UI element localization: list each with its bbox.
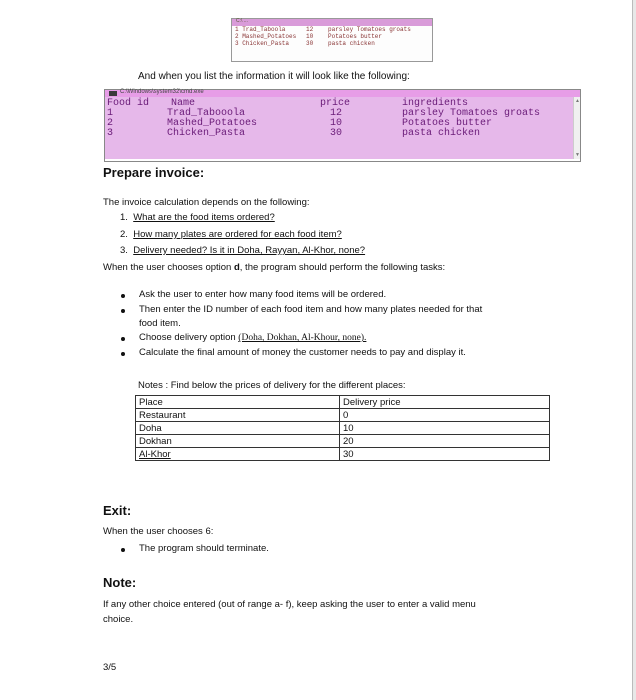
table-cell: 10	[340, 422, 550, 435]
item-number: 2.	[120, 229, 128, 240]
mini-cell: 30	[306, 40, 314, 47]
invoice-intro: The invoice calculation depends on the following:	[103, 197, 310, 208]
task-text: Choose delivery option	[139, 332, 239, 343]
console-header: Food id	[107, 98, 150, 109]
scroll-up-icon[interactable]: ▲	[575, 98, 580, 104]
table-cell: Doha	[136, 422, 340, 435]
option-pre: When the user chooses option	[103, 262, 234, 273]
mini-cell: parsley Tomatoes groats	[328, 26, 411, 33]
option-letter: d	[233, 262, 240, 273]
console-title: C:\Windows\system32\cmd.exe	[120, 89, 204, 95]
table-cell: 30	[340, 448, 550, 461]
scroll-down-icon[interactable]: ▼	[575, 152, 580, 158]
exit-bullet: The program should terminate.	[139, 543, 269, 554]
note-line: If any other choice entered (out of range a- f), keep asking the user to enter a valid menu	[103, 599, 476, 610]
console-output	[105, 97, 573, 159]
note-line: choice.	[103, 614, 134, 625]
item-text: What are the food items ordered?	[133, 212, 275, 223]
task-item: Ask the user to enter how many food items will be ordered.	[139, 289, 387, 300]
invoice-item	[120, 245, 365, 256]
console-window	[104, 89, 581, 162]
console-row	[105, 129, 573, 139]
console-cell: 2	[107, 118, 114, 129]
mini-cell: Potatoes butter	[328, 33, 383, 40]
console-cell: Mashed_Potatoes	[167, 118, 258, 129]
mini-cell: 3 Chicken_Pasta	[235, 40, 290, 47]
console-cell: 30	[330, 128, 343, 139]
bullet-icon	[121, 309, 125, 313]
item-number: 3.	[120, 245, 128, 256]
bullet-icon	[121, 352, 125, 356]
mini-console-title: C:\ ...	[236, 18, 248, 24]
task-item-continued: food item.	[139, 318, 181, 329]
mini-console-row	[232, 40, 432, 47]
item-text: Delivery needed? Is it in Doha, Rayyan, Al-Khor, none?	[133, 245, 366, 256]
table-header: Delivery price	[340, 396, 550, 409]
table-row	[136, 409, 550, 422]
table-row	[136, 422, 550, 435]
console-scrollbar[interactable]	[573, 97, 580, 159]
item-number: 1.	[120, 212, 128, 223]
task-item: Then enter the ID number of each food item and how many plates needed for that	[139, 304, 483, 315]
mini-console-row	[232, 26, 432, 33]
console-cell: 3	[107, 128, 114, 139]
option-post: , the program should perform the following tasks:	[239, 262, 446, 273]
invoice-heading: Prepare invoice:	[103, 165, 205, 180]
console-cell: 12	[330, 108, 343, 119]
bullet-icon	[121, 294, 125, 298]
option-line	[103, 262, 445, 273]
mini-console-screenshot	[231, 18, 433, 62]
console-cell: parsley Tomatoes groats	[402, 108, 541, 119]
page-number: 3/5	[103, 662, 117, 673]
table-cell: Restaurant	[136, 409, 340, 422]
console-titlebar	[105, 90, 580, 97]
task-item: Calculate the final amount of money the customer needs to pay and display it.	[139, 347, 466, 358]
console-cell: Trad_Tabooola	[167, 108, 246, 119]
task-options: (Doha, Dokhan, Al-Khour, none).	[238, 333, 367, 343]
exit-text: When the user chooses 6:	[103, 526, 214, 537]
mini-cell: 10	[306, 33, 314, 40]
note-heading: Note:	[103, 575, 137, 590]
lead-text: And when you list the information it will look like the following:	[138, 71, 410, 82]
mini-cell: 1 Trad_Taboola	[235, 26, 286, 33]
console-cell: Potatoes butter	[402, 118, 493, 129]
console-cell: pasta chicken	[402, 128, 481, 139]
mini-cell: 2 Mashed_Potatoes	[235, 33, 297, 40]
console-header: ingredients	[402, 98, 469, 109]
table-cell: Al-Khor	[136, 448, 340, 461]
exit-heading: Exit:	[103, 503, 132, 518]
console-cell: 10	[330, 118, 343, 129]
mini-cell: 12	[306, 26, 314, 33]
table-row	[136, 435, 550, 448]
notes-text: Notes : Find below the prices of delivery for the different places:	[138, 380, 406, 391]
invoice-item	[120, 212, 275, 223]
bullet-icon	[121, 337, 125, 341]
table-cell: Dokhan	[136, 435, 340, 448]
invoice-item	[120, 229, 342, 240]
bullet-icon	[121, 548, 125, 552]
table-cell: 0	[340, 409, 550, 422]
console-icon	[109, 91, 117, 96]
table-cell: 20	[340, 435, 550, 448]
table-row	[136, 448, 550, 461]
delivery-table	[135, 395, 550, 461]
console-header: price	[320, 98, 351, 109]
table-header-row	[136, 396, 550, 409]
task-item	[139, 332, 366, 343]
console-cell: Chicken_Pasta	[167, 128, 246, 139]
mini-console-row	[232, 33, 432, 40]
console-cell: 1	[107, 108, 114, 119]
mini-cell: pasta chicken	[328, 40, 375, 47]
console-header: Name	[171, 98, 196, 109]
mini-console-titlebar	[232, 19, 432, 26]
table-header: Place	[136, 396, 340, 409]
item-text: How many plates are ordered for each food item?	[133, 229, 342, 240]
